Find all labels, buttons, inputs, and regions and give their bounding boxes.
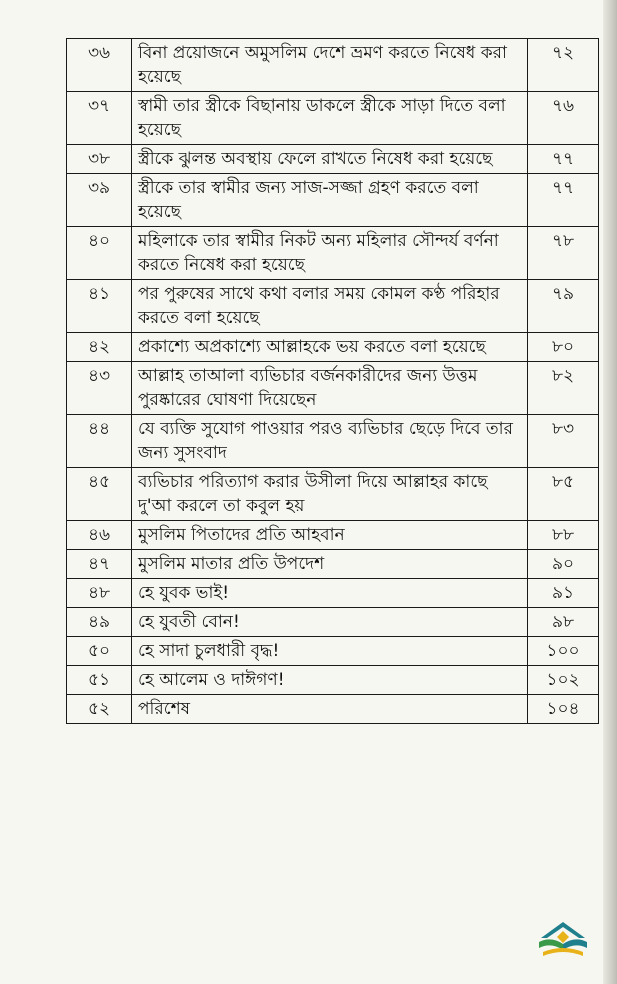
entry-number: ৪৩ xyxy=(67,362,132,415)
entry-number: ৩৮ xyxy=(67,145,132,174)
entry-page: ৮৮ xyxy=(528,521,599,550)
entry-title: হে আলেম ও দাঈগণ! xyxy=(132,666,528,695)
entry-page: ৭৬ xyxy=(528,92,599,145)
entry-page: ১০০ xyxy=(528,637,599,666)
entry-page: ৮০ xyxy=(528,333,599,362)
entry-page: ৯০ xyxy=(528,550,599,579)
table-row xyxy=(67,174,599,227)
table-row xyxy=(67,415,599,468)
entry-title: পরিশেষ xyxy=(132,695,528,724)
entry-title: মহিলাকে তার স্বামীর নিকট অন্য মহিলার সৌন্দর্য বর্ণনা করতে নিষেধ করা হয়েছে xyxy=(132,227,528,280)
entry-title: মুসলিম মাতার প্রতি উপদেশ xyxy=(132,550,528,579)
page-edge xyxy=(603,0,617,984)
entry-number: ৫২ xyxy=(67,695,132,724)
table-row xyxy=(67,362,599,415)
entry-number: ৪৮ xyxy=(67,579,132,608)
entry-title: প্রকাশ্যে অপ্রকাশ্যে আল্লাহকে ভয় করতে বলা হয়েছে xyxy=(132,333,528,362)
table-row xyxy=(67,666,599,695)
entry-title: পর পুরুষের সাথে কথা বলার সময় কোমল কণ্ঠ পরিহার করতে বলা হয়েছে xyxy=(132,280,528,333)
table-row xyxy=(67,333,599,362)
entry-page: ৯৮ xyxy=(528,608,599,637)
table-row xyxy=(67,227,599,280)
toc-body xyxy=(67,39,599,724)
entry-title: হে সাদা চুলধারী বৃদ্ধ! xyxy=(132,637,528,666)
entry-number: ৩৯ xyxy=(67,174,132,227)
entry-number: ৫১ xyxy=(67,666,132,695)
entry-number: ৪৭ xyxy=(67,550,132,579)
logo-center-shape xyxy=(557,931,569,943)
table-row xyxy=(67,695,599,724)
entry-title: স্বামী তার স্ত্রীকে বিছানায় ডাকলে স্ত্রীকে সাড়া দিতে বলা হয়েছে xyxy=(132,92,528,145)
table-row xyxy=(67,280,599,333)
entry-title: ব্যভিচার পরিত্যাগ করার উসীলা দিয়ে আল্লাহর কাছে দু'আ করলে তা কবুল হয় xyxy=(132,468,528,521)
entry-page: ১০৪ xyxy=(528,695,599,724)
entry-page: ৭৭ xyxy=(528,174,599,227)
table-row xyxy=(67,521,599,550)
entry-page: ৮৫ xyxy=(528,468,599,521)
entry-title: আল্লাহ তাআলা ব্যভিচার বর্জনকারীদের জন্য উত্তম পুরষ্কারের ঘোষণা দিয়েছেন xyxy=(132,362,528,415)
entry-page: ৭৯ xyxy=(528,280,599,333)
entry-title: স্ত্রীকে ঝুলন্ত অবস্থায় ফেলে রাখতে নিষেধ করা হয়েছে xyxy=(132,145,528,174)
entry-title: হে যুবতী বোন! xyxy=(132,608,528,637)
entry-number: ৪৬ xyxy=(67,521,132,550)
entry-title: যে ব্যক্তি সুযোগ পাওয়ার পরও ব্যভিচার ছেড়ে দিবে তার জন্য সুসংবাদ xyxy=(132,415,528,468)
entry-page: ৭২ xyxy=(528,39,599,92)
table-row xyxy=(67,39,599,92)
entry-number: ৪৯ xyxy=(67,608,132,637)
entry-title: বিনা প্রয়োজনে অমুসলিম দেশে ভ্রমণ করতে নিষেধ করা হয়েছে xyxy=(132,39,528,92)
entry-number: ৪৪ xyxy=(67,415,132,468)
entry-page: ৯১ xyxy=(528,579,599,608)
table-of-contents xyxy=(66,38,599,724)
entry-title: হে যুবক ভাই! xyxy=(132,579,528,608)
entry-page: ৭৮ xyxy=(528,227,599,280)
table-row xyxy=(67,468,599,521)
table-row xyxy=(67,608,599,637)
entry-number: ৩৭ xyxy=(67,92,132,145)
table-row xyxy=(67,579,599,608)
entry-title: মুসলিম পিতাদের প্রতি আহবান xyxy=(132,521,528,550)
table-row xyxy=(67,550,599,579)
entry-number: ৪৫ xyxy=(67,468,132,521)
book-house-logo-icon xyxy=(533,918,593,960)
table-row xyxy=(67,637,599,666)
table-row xyxy=(67,145,599,174)
entry-page: ৮৩ xyxy=(528,415,599,468)
table-row xyxy=(67,92,599,145)
entry-number: ৫০ xyxy=(67,637,132,666)
entry-number: ৩৬ xyxy=(67,39,132,92)
entry-number: ৪০ xyxy=(67,227,132,280)
entry-page: ৮২ xyxy=(528,362,599,415)
entry-page: ১০২ xyxy=(528,666,599,695)
entry-page: ৭৭ xyxy=(528,145,599,174)
entry-number: ৪১ xyxy=(67,280,132,333)
entry-title: স্ত্রীকে তার স্বামীর জন্য সাজ-সজ্জা গ্রহণ করতে বলা হয়েছে xyxy=(132,174,528,227)
entry-number: ৪২ xyxy=(67,333,132,362)
logo-base-shape xyxy=(543,948,583,956)
